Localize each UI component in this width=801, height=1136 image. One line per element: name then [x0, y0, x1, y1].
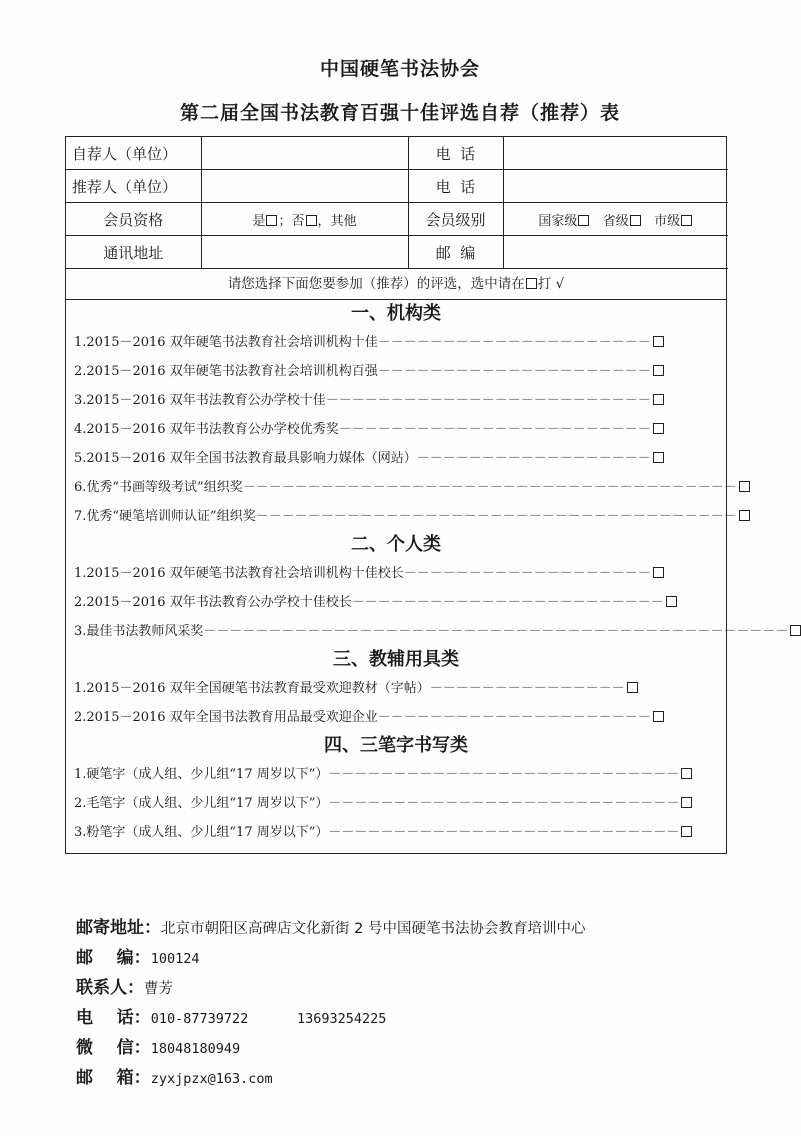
notice-text: 请您选择下面您要参加（推荐）的评选，选中请在	[227, 276, 525, 292]
self-field[interactable]	[201, 137, 408, 170]
award-item-label: 2.毛笔字（成人组、少儿组“17 周岁以下”）	[74, 796, 329, 811]
award-checkbox[interactable]	[627, 682, 638, 693]
award-item-label: 2.2015－2016 双年硬笔书法教育社会培训机构百强	[74, 364, 378, 379]
section-title: 二、个人类	[351, 534, 441, 555]
leader-dashes: －－－－－－－－－－－－－－－－－－－－－－－－－	[325, 393, 651, 408]
contact-info	[76, 914, 756, 1094]
postcode-row	[76, 944, 756, 974]
address-row	[66, 236, 728, 269]
category-section	[66, 531, 789, 646]
membership-no-checkbox[interactable]	[306, 215, 317, 226]
organization-title: 中国硬笔书法协会	[319, 58, 480, 80]
award-item	[66, 617, 789, 646]
leader-dashes: －－－－－－－－－－－－－－－	[429, 681, 625, 696]
level-label: 会员级别	[408, 203, 503, 236]
checkbox-sample-icon	[526, 278, 537, 289]
email-label: 邮 箱：	[76, 1068, 151, 1088]
category-section	[66, 732, 726, 847]
phone-field-2[interactable]	[503, 170, 728, 203]
membership-yes-label: 是	[252, 213, 266, 229]
leader-dashes: －－－－－－－－－－－－－－－－－－－－－－－－－－－－－－－－－－－－－	[255, 509, 737, 524]
recommender-row	[66, 170, 728, 203]
self-label: 自荐人（单位）	[66, 137, 201, 170]
nomination-form	[65, 136, 789, 854]
award-item-label: 2.2015－2016 双年书法教育公办学校十佳校长	[74, 595, 352, 610]
info-table	[66, 137, 728, 269]
award-checkbox[interactable]	[653, 365, 664, 376]
award-item-label: 2.2015－2016 双年全国书法教育用品最受欢迎企业	[74, 710, 378, 725]
level-national-label: 国家级	[538, 213, 578, 229]
wechat-row	[76, 1034, 756, 1064]
contact-person-label: 联系人：	[76, 978, 144, 998]
leader-dashes: －－－－－－－－－－－－－－－－－－－－－－－－	[351, 595, 664, 610]
membership-row	[66, 203, 728, 236]
award-item	[66, 818, 726, 847]
postcode-field[interactable]	[503, 236, 728, 269]
award-item-label: 3.最佳书法教师风采奖	[74, 624, 204, 639]
award-checkbox[interactable]	[653, 394, 664, 405]
notice-text-end: 打 √	[537, 276, 565, 292]
award-item	[66, 703, 726, 732]
award-item	[66, 588, 726, 617]
category-sections	[66, 300, 789, 847]
award-item-label: 7.优秀“硬笔培训师认证”组织奖	[74, 509, 256, 524]
leader-dashes: －－－－－－－－－－－－－－－－－－	[416, 451, 651, 466]
award-item-label: 4.2015－2016 双年书法教育公办学校优秀奖	[74, 422, 339, 437]
award-item-label: 1.2015－2016 双年全国硬笔书法教育最受欢迎教材（字帖）	[74, 681, 430, 696]
level-options	[503, 203, 728, 236]
mail-address-label: 邮寄地址：	[76, 918, 161, 938]
leader-dashes: －－－－－－－－－－－－－－－－－－－	[403, 566, 651, 581]
leader-dashes: －－－－－－－－－－－－－－－－－－－－－	[377, 710, 651, 725]
membership-label: 会员资格	[66, 203, 201, 236]
award-checkbox[interactable]	[681, 826, 692, 837]
award-item	[66, 559, 726, 588]
level-city-checkbox[interactable]	[681, 215, 692, 226]
contact-phone-value: 010-87739722 13693254225	[150, 1011, 387, 1027]
award-item-label: 1.2015－2016 双年硬笔书法教育社会培训机构十佳校长	[74, 566, 404, 581]
category-section	[66, 300, 737, 531]
section-title: 三、教辅用具类	[333, 649, 459, 670]
award-item	[66, 415, 726, 444]
award-checkbox[interactable]	[681, 797, 692, 808]
award-item	[66, 674, 726, 703]
level-city-label: 市级	[654, 213, 681, 229]
leader-dashes: －－－－－－－－－－－－－－－－－－－－－－－－－－－	[328, 825, 680, 840]
section-title: 四、三笔字书写类	[324, 735, 468, 756]
contact-postcode-value: 100124	[150, 951, 200, 967]
email-row	[76, 1064, 756, 1094]
leader-dashes: －－－－－－－－－－－－－－－－－－－－－－－－	[338, 422, 651, 437]
address-field[interactable]	[201, 236, 408, 269]
award-checkbox[interactable]	[739, 481, 750, 492]
award-checkbox[interactable]	[653, 711, 664, 722]
award-item-label: 1.硬笔字（成人组、少儿组“17 周岁以下”）	[74, 767, 329, 782]
email-value: zyxjpzx@163.com	[150, 1071, 273, 1087]
leader-dashes: －－－－－－－－－－－－－－－－－－－－－－－－－－－－－－－－－－－－－－	[242, 480, 737, 495]
mail-address-value: 北京市朝阳区高碑店文化新街 2 号中国硬笔书法协会教育培训中心	[161, 921, 586, 937]
award-item-label: 6.优秀“书画等级考试”组织奖	[74, 480, 243, 495]
award-item	[66, 444, 726, 473]
address-label: 通讯地址	[66, 236, 201, 269]
leader-dashes: －－－－－－－－－－－－－－－－－－－－－－－－－－－	[328, 767, 680, 782]
phone-field-1[interactable]	[503, 137, 728, 170]
award-item-label: 1.2015－2016 双年硬笔书法教育社会培训机构十佳	[74, 335, 378, 350]
award-checkbox[interactable]	[653, 423, 664, 434]
award-item-label: 5.2015－2016 双年全国书法教育最具影响力媒体（网站）	[74, 451, 417, 466]
phone-label-1: 电 话	[408, 137, 503, 170]
award-checkbox[interactable]	[666, 596, 677, 607]
recommender-label: 推荐人（单位）	[66, 170, 201, 203]
postcode-label: 邮 编	[408, 236, 503, 269]
award-checkbox[interactable]	[653, 336, 664, 347]
contact-postcode-label: 邮 编：	[76, 948, 151, 968]
category-section	[66, 646, 726, 732]
self-row	[66, 137, 728, 170]
award-item	[66, 473, 737, 502]
membership-yes-checkbox[interactable]	[266, 215, 277, 226]
leader-dashes: －－－－－－－－－－－－－－－－－－－－－	[377, 364, 651, 379]
contact-person-row	[76, 974, 756, 1004]
wechat-value: 18048180949	[150, 1041, 241, 1057]
selection-notice	[66, 269, 726, 300]
award-item	[66, 760, 726, 789]
membership-no-label: ；否	[278, 213, 305, 229]
award-item-label: 3.粉笔字（成人组、少儿组“17 周岁以下”）	[74, 825, 329, 840]
award-item	[66, 328, 726, 357]
wechat-label: 微 信：	[76, 1038, 151, 1058]
award-item	[66, 357, 726, 386]
award-item-label: 3.2015－2016 双年书法教育公办学校十佳	[74, 393, 326, 408]
recommender-field[interactable]	[201, 170, 408, 203]
membership-options	[201, 203, 408, 236]
phone-row	[76, 1004, 756, 1034]
form-title: 第二届全国书法教育百强十佳评选自荐（推荐）表	[179, 102, 620, 124]
award-checkbox[interactable]	[653, 452, 664, 463]
award-checkbox[interactable]	[681, 768, 692, 779]
membership-other-label: ，其他	[317, 213, 357, 229]
contact-person-value: 曹芳	[144, 981, 173, 997]
award-checkbox[interactable]	[790, 625, 801, 636]
award-item	[66, 789, 726, 818]
level-national-checkbox[interactable]	[578, 215, 589, 226]
award-item	[66, 502, 737, 531]
leader-dashes: －－－－－－－－－－－－－－－－－－－－－－－－－－－	[328, 796, 680, 811]
award-checkbox[interactable]	[653, 567, 664, 578]
level-provincial-label: 省级	[602, 213, 629, 229]
leader-dashes: －－－－－－－－－－－－－－－－－－－－－－－－－－－－－－－－－－－－－－－－－－－－－	[203, 624, 789, 639]
award-checkbox[interactable]	[739, 510, 750, 521]
level-provincial-checkbox[interactable]	[630, 215, 641, 226]
award-item	[66, 386, 726, 415]
phone-label-2: 电 话	[408, 170, 503, 203]
leader-dashes: －－－－－－－－－－－－－－－－－－－－－	[377, 335, 651, 350]
contact-phone-label: 电 话：	[76, 1008, 151, 1028]
mail-address-row	[76, 914, 756, 944]
section-title: 一、机构类	[351, 303, 441, 324]
